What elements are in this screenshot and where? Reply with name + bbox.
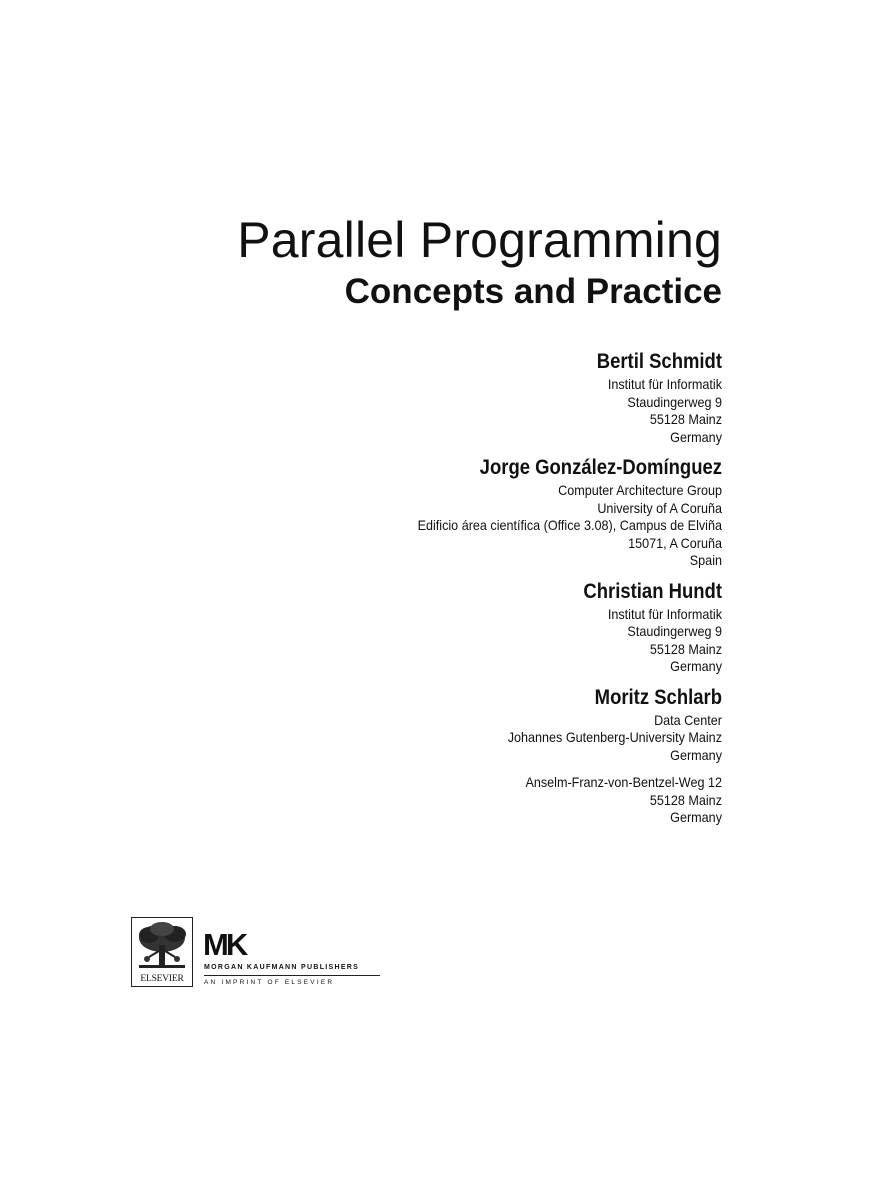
affiliation-line: Spain — [689, 552, 722, 568]
publisher-logos — [131, 917, 391, 992]
affiliation-line: 55128 Mainz — [649, 640, 722, 657]
affiliation-line: Computer Architecture Group — [558, 482, 722, 498]
author-jorge-gonzalez-dominguez — [222, 454, 722, 570]
author-name: Moritz Schlarb — [594, 685, 722, 709]
affiliation-line: Germany — [670, 428, 722, 445]
author-name: Bertil Schmidt — [596, 350, 722, 373]
imprint-label: AN IMPRINT OF ELSEVIER — [204, 979, 335, 986]
title-block — [237, 212, 722, 312]
elsevier-tree-icon — [135, 921, 189, 971]
affiliation-line: Staudingerweg 9 — [627, 393, 722, 410]
book-subtitle: Concepts and Practice — [344, 272, 722, 311]
address-line: 55128 Mainz — [649, 791, 722, 808]
author-moritz-schlarb — [222, 684, 722, 827]
author-bertil-schmidt — [222, 348, 722, 446]
affiliation-line: Data Center — [654, 711, 722, 728]
affiliation-line: University of A Coruña — [597, 499, 722, 516]
address-line: Germany — [670, 809, 722, 825]
author-name: Christian Hundt — [583, 579, 722, 603]
affiliation-line: Germany — [670, 746, 722, 763]
book-title: Parallel Programming — [237, 212, 722, 268]
address-spacer — [222, 764, 722, 774]
publisher-divider — [204, 975, 380, 976]
affiliation-line: Johannes Gutenberg-University Mainz — [507, 729, 722, 745]
author-name: Jorge González-Domínguez — [479, 456, 722, 479]
affiliation-line: Germany — [670, 658, 722, 674]
affiliation-line: Staudingerweg 9 — [627, 623, 722, 639]
affiliation-line: Institut für Informatik — [607, 605, 722, 622]
author-list — [222, 348, 722, 827]
elsevier-logo — [131, 917, 193, 987]
affiliation-line: 55128 Mainz — [649, 411, 722, 427]
elsevier-wordmark: ELSEVIER — [140, 974, 184, 984]
publisher-name: MORGAN KAUFMANN PUBLISHERS — [204, 964, 360, 971]
mk-logo-mark: MK — [203, 927, 246, 962]
author-christian-hundt — [222, 578, 722, 676]
address-line: Anselm-Franz-von-Bentzel-Weg 12 — [525, 774, 722, 790]
affiliation-line: Institut für Informatik — [607, 376, 722, 392]
affiliation-line: Edificio área científica (Office 3.08), Campus de Elviña — [417, 517, 722, 533]
affiliation-line: 15071, A Coruña — [628, 534, 722, 551]
